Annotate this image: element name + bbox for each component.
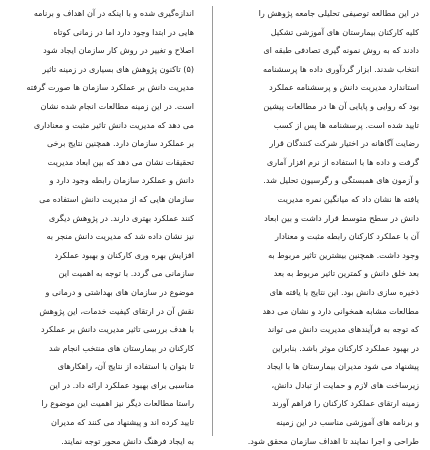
text-line: تا بتوان با استفاده از نتایج آن، راهکارهای [57, 361, 194, 372]
text-column-right [219, 4, 419, 446]
text-line: دادند که به روش نمونه گیری تصادفی طبقه ای [263, 45, 419, 56]
text-line: سازمانی می گردد. با توجه به اهمیت این [58, 268, 194, 279]
text-line: پیشنهاد می شود مدیران بیمارستان ها با ایجاد [267, 361, 419, 372]
text-line: بعد خلق دانش و کمترین تاثیر مربوط به بعد [273, 268, 419, 279]
text-line: دانش و عملکرد سازمان رابطه وجود دارد و [49, 175, 194, 186]
text-line: هایی در ابتدا وجود دارد اما در زمانی کوتاه [53, 26, 194, 37]
text-line: گرفت و داده ها با استفاده از نرم افزار آماری [266, 156, 419, 167]
text-line: به ایجاد فرهنگ دانش محور توجه نمایند. [61, 435, 194, 446]
text-line: کنند عملکرد بهتری دارند. در پژوهش دیگری [48, 212, 194, 223]
text-line: طراحی و اجرا نمایند تا اهداف سازمان محقق شود. [247, 435, 419, 446]
text-line: زمینه ارتقای عملکرد کارکنان را فراهم آورند [272, 398, 419, 409]
text-line: افزایش بهره وری کارکنان و بهبود عملکرد [54, 249, 194, 260]
text-line: کارکنان در بیمارستان های منتخب انجام شد [49, 342, 194, 353]
text-line: یافته ها نشان داد که میانگین نمره مدیریت [277, 193, 419, 204]
text-line: با هدف بررسی تاثیر مدیریت دانش بر عملکرد [40, 324, 194, 335]
text-line: تایید شده است. پرسشنامه ها پس از کسب [273, 119, 419, 130]
text-line: وجود داشت. همچنین بیشترین تاثیر مربوط به [268, 249, 419, 260]
text-line: استاندارد مدیریت دانش و پرسشنامه عملکرد [269, 82, 419, 93]
text-line: نقش آن در ارتقای کیفیت خدمات، این پژوهش [39, 305, 194, 316]
text-line: در این مطالعه توصیفی تحلیلی جامعه پژوهش را [258, 8, 419, 18]
column-divider [212, 6, 213, 436]
text-line: در بهبود عملکرد کارکنان موثر باشد. بنابراین [272, 342, 419, 353]
text-line: تحقیقات نشان می دهد که بین ابعاد مدیریت [47, 156, 194, 167]
text-line: است. در این زمینه مطالعات انجام شده نشان [40, 100, 194, 111]
text-line: راستا مطالعات دیگر نیز اهمیت این موضوع را [41, 398, 194, 409]
text-line: مدیریت دانش بر عملکرد سازمان ها صورت گرفته [26, 82, 194, 93]
text-line: ذخیره سازی دانش بود. این نتایج با یافته های [269, 286, 419, 297]
text-line: انتخاب شدند. ابزار گردآوری داده ها پرسشنامه [263, 63, 419, 74]
text-line: مناسبی برای بهبود عملکرد ارائه داد. در این [49, 379, 194, 390]
text-line: زیرساخت های لازم و حمایت از تبادل دانش، [271, 379, 419, 390]
text-line: دانش در سطح متوسط قرار داشت و بین ابعاد [264, 212, 419, 223]
text-line: موضوع در سازمان های بهداشتی و درمانی و [45, 286, 194, 297]
text-line: اصلاح و تغییر در روش کار سازمان ایجاد شود [43, 45, 194, 56]
text-line: که توجه به فرآیندهای مدیریت دانش می تواند [267, 324, 419, 335]
text-line: بر عملکرد سازمان دارد. همچنین نتایج برخی [46, 138, 194, 149]
text-line: نیز نشان داده شد که مدیریت دانش منجر به [46, 231, 194, 242]
text-line: آن با عملکرد کارکنان رابطه مثبت و معنادار [275, 231, 419, 242]
text-line: سازمان هایی که از مدیریت دانش استفاده می [39, 193, 194, 204]
text-line: اندازه‌گیری شده و با اینکه در آن اهداف و برنامه [33, 8, 194, 18]
text-line: مطالعات مشابه همخوانی دارد و نشان می دهد [262, 305, 419, 316]
text-line: (۵) تاکنون پژوهش های بسیاری در زمینه تاثیر [42, 63, 194, 74]
text-column-left [6, 4, 206, 446]
text-line: رضایت آگاهانه در اختیار شرکت کنندگان قرار [269, 138, 419, 149]
text-line: و برنامه های آموزشی مناسب در این زمینه [276, 417, 419, 428]
text-line: بود که روایی و پایایی آن ها در مطالعات پیشین [263, 100, 419, 111]
text-line: تایید کرده اند و پیشنهاد می کنند که مدیران [51, 417, 194, 428]
text-line: و آزمون های همبستگی و رگرسیون تحلیل شد. [263, 175, 419, 186]
text-line: کلیه کارکنان بیمارستان های آموزشی تشکیل [270, 26, 419, 37]
text-line: می دهد که مدیریت دانش تاثیر مثبت و معناداری [33, 119, 194, 130]
